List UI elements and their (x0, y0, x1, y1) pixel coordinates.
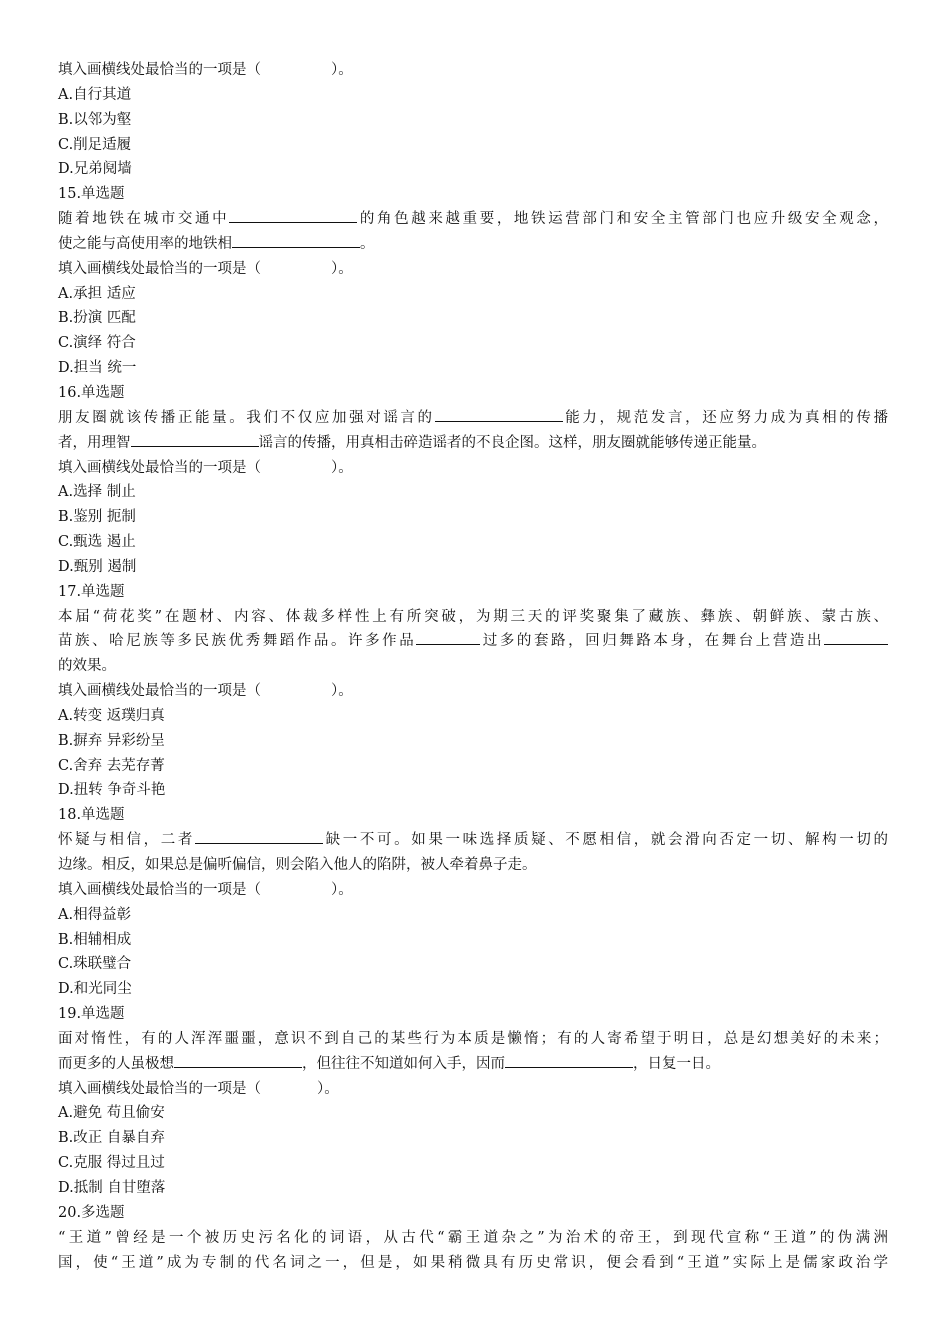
option-d[interactable]: D.兄弟阋墙 (58, 161, 132, 178)
question-stem: 随着地铁在城市交通中 的角色越来越重要，地铁运营部门和安全主管部门也应升级安全观念， 使之能与高使用率的地铁相 。 (58, 207, 888, 257)
option-c[interactable]: C.甄选 遏止 (58, 534, 136, 551)
option-b[interactable]: B.扮演 匹配 (58, 310, 136, 327)
option-b[interactable]: B.相辅相成 (58, 931, 132, 948)
question-prompt: 填入画横线处最恰当的一项是（ ）。 (58, 683, 353, 700)
question-prompt: 填入画横线处最恰当的一项是（ ）。 (58, 260, 353, 277)
fill-blank (229, 208, 357, 223)
question-header: 19.单选题 (58, 1006, 125, 1023)
fill-blank (174, 1053, 302, 1068)
question-header: 16.单选题 (58, 384, 125, 401)
option-a[interactable]: A.避免 苟且偷安 (58, 1105, 165, 1122)
fill-blank (195, 829, 323, 844)
question-header: 20.多选题 (58, 1204, 125, 1221)
option-c[interactable]: C.舍弃 去芜存菁 (58, 757, 165, 774)
question-prompt: 填入画横线处最恰当的一项是（ ）。 (58, 459, 353, 476)
question-header: 17.单选题 (58, 583, 125, 600)
option-a[interactable]: A.自行其道 (58, 86, 132, 103)
option-c[interactable]: C.演绎 符合 (58, 335, 136, 352)
fill-blank (131, 432, 259, 447)
option-b[interactable]: B.以邻为壑 (58, 111, 132, 128)
fill-blank (824, 630, 888, 645)
option-c[interactable]: C.珠联璧合 (58, 956, 132, 973)
option-d[interactable]: D.担当 统一 (58, 360, 137, 377)
option-b[interactable]: B.摒弃 异彩纷呈 (58, 732, 165, 749)
document-page (58, 58, 888, 1275)
option-d[interactable]: D.抵制 自甘堕落 (58, 1179, 166, 1196)
question-prompt: 填入画横线处最恰当的一项是（ ）。 (58, 1080, 339, 1097)
option-b[interactable]: B.改正 自暴自弃 (58, 1130, 165, 1147)
option-c[interactable]: C.削足适履 (58, 136, 132, 153)
question-stem: “王道”曾经是一个被历史污名化的词语，从古代“霸王道杂之”为治术的帝王，到现代宣称“王道”的伪满洲 国，使“王道”成为专制的代名词之一，但是，如果稍微具有历史常识，便会看到“王道”实际上是儒家政治学 (58, 1229, 888, 1271)
fill-blank (232, 233, 360, 248)
question-prompt: 填入画横线处最恰当的一项是（ ）。 (58, 881, 353, 898)
option-c[interactable]: C.克服 得过且过 (58, 1155, 165, 1172)
fill-blank (435, 407, 563, 422)
fill-blank (416, 630, 480, 645)
question-stem: 本届“荷花奖”在题材、内容、体裁多样性上有所突破，为期三天的评奖聚集了藏族、彝族、朝鲜族、蒙古族、 苗族、哈尼族等多民族优秀舞蹈作品。许多作品 过多的套路，回归舞路本身，在舞台上营造出 的效果。 (58, 608, 888, 675)
option-b[interactable]: B.鉴别 扼制 (58, 509, 136, 526)
question-header: 18.单选题 (58, 807, 125, 824)
option-a[interactable]: A.选择 制止 (58, 484, 136, 501)
option-a[interactable]: A.转变 返璞归真 (58, 707, 165, 724)
option-a[interactable]: A.相得益彰 (58, 906, 132, 923)
question-stem: 怀疑与相信，二者 缺一不可。如果一味选择质疑、不愿相信，就会滑向否定一切、解构一切的 边缘。相反，如果总是偏听偏信，则会陷入他人的陷阱，被人牵着鼻子走。 (58, 828, 888, 878)
question-prompt: 填入画横线处最恰当的一项是（ ）。 (58, 62, 353, 78)
fill-blank (505, 1053, 633, 1068)
option-d[interactable]: D.扭转 争奇斗艳 (58, 782, 166, 799)
option-d[interactable]: D.和光同尘 (58, 981, 132, 998)
question-header: 15.单选题 (58, 186, 125, 203)
option-a[interactable]: A.承担 适应 (58, 285, 136, 302)
option-d[interactable]: D.甄别 遏制 (58, 558, 137, 575)
question-stem: 朋友圈就该传播正能量。我们不仅应加强对谣言的 能力，规范发言，还应努力成为真相的传播 者，用理智 谣言的传播，用真相击碎造谣者的不良企图。这样，朋友圈就能够传递正能量。 (58, 406, 888, 456)
question-stem: 面对惰性，有的人浑浑噩噩，意识不到自己的某些行为本质是懒惰；有的人寄希望于明日，总是幻想美好的未来； 而更多的人虽极想 ，但往往不知道如何入手，因而 ，日复一日。 (58, 1030, 888, 1072)
